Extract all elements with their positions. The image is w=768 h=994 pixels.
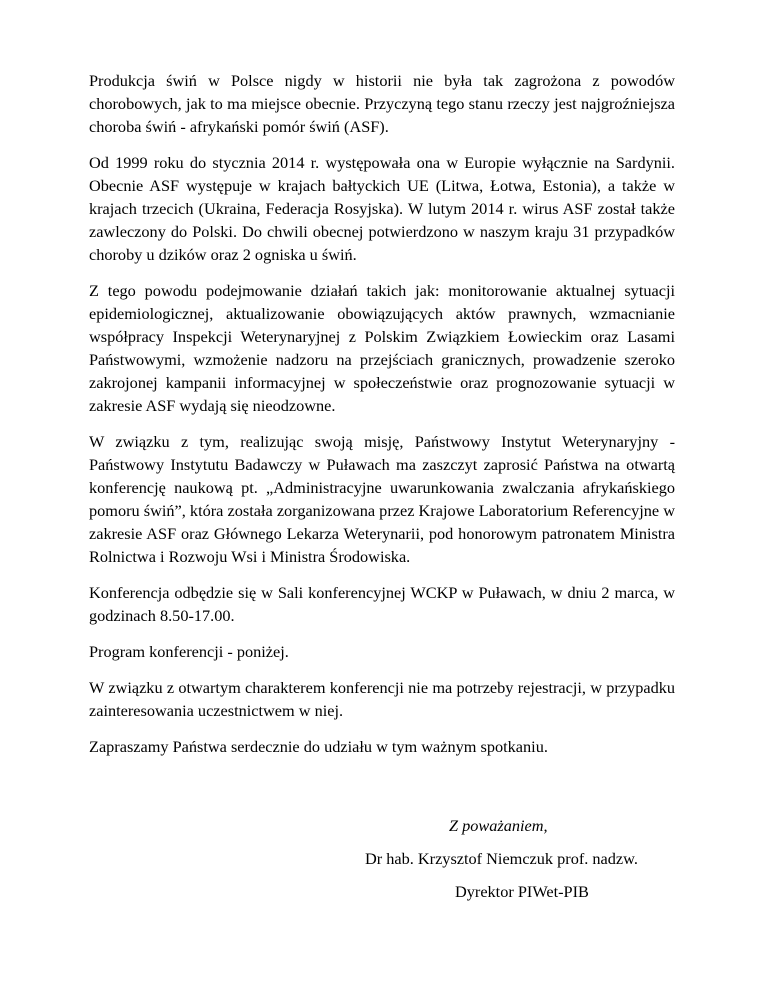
paragraph-asf-threat: Produkcja świń w Polsce nigdy w historii nie była tak zagrożona z powodów chorobowych, jak to ma miejsce obecnie. Przyczyną tego stanu rzeczy jest najgroźniejsza choroba świń - afrykański pomór świń (ASF). [89, 71, 675, 136]
letter-body [89, 69, 675, 901]
closing-greeting: Z poważaniem, [449, 816, 548, 835]
paragraph-registration: W związku z otwartym charakterem konferencji nie ma potrzeby rejestracji, w przypadku zainteresowania uczestnictwem w niej. [89, 678, 675, 720]
signer-title: Dyrektor PIWet-PIB [455, 882, 589, 901]
signer-name: Dr hab. Krzysztof Niemczuk prof. nadzw. [365, 849, 638, 868]
paragraph-venue: Konferencja odbędzie się w Sali konferencyjnej WCKP w Puławach, w dniu 2 marca, w godzinach 8.50-17.00. [89, 583, 675, 625]
paragraph-asf-history: Od 1999 roku do stycznia 2014 r. występowała ona w Europie wyłącznie na Sardynii. Obecnie ASF występuje w krajach bałtyckich UE (Litwa, Łotwa, Estonia), a także w krajach trzecich (Ukraina, Federacja Rosyjska). W lutym 2014 r. wirus ASF został także zawleczony do Polski. Do chwili obecnej potwierdzono w naszym kraju 31 przypadków choroby u dzików oraz 2 ogniska u świń. [89, 153, 675, 264]
paragraph-program: Program konferencji - poniżej. [89, 642, 289, 661]
paragraph-invitation: W związku z tym, realizując swoją misję, Państwowy Instytut Weterynaryjny - Państwowy Instytutu Badawczy w Puławach ma zaszczyt zaprosić Państwa na otwartą konferencję naukową pt. „Administracyjne uwarunkowania zwalczania afrykańskiego pomoru świń”, która została zorganizowana przez Krajowe Laboratorium Referencyjne w zakresie ASF oraz Głównego Lekarza Weterynarii, pod honorowym patronatem Ministra Rolnictwa i Rozwoju Wsi i Ministra Środowiska. [89, 432, 675, 566]
paragraph-closing-invite: Zapraszamy Państwa serdecznie do udziału w tym ważnym spotkaniu. [89, 737, 548, 756]
paragraph-actions: Z tego powodu podejmowanie działań takich jak: monitorowanie aktualnej sytuacji epidemiologicznej, aktualizowanie obowiązujących aktów prawnych, wzmacnianie współpracy Inspekcji Weterynaryjnej z Polskim Związkiem Łowieckim oraz Lasami Państwowymi, wzmożenie nadzoru na przejściach granicznych, prowadzenie szeroko zakrojonej kampanii informacyjnej w społeczeństwie oraz prognozowanie sytuacji w zakresie ASF wydają się nieodzowne. [89, 281, 675, 415]
